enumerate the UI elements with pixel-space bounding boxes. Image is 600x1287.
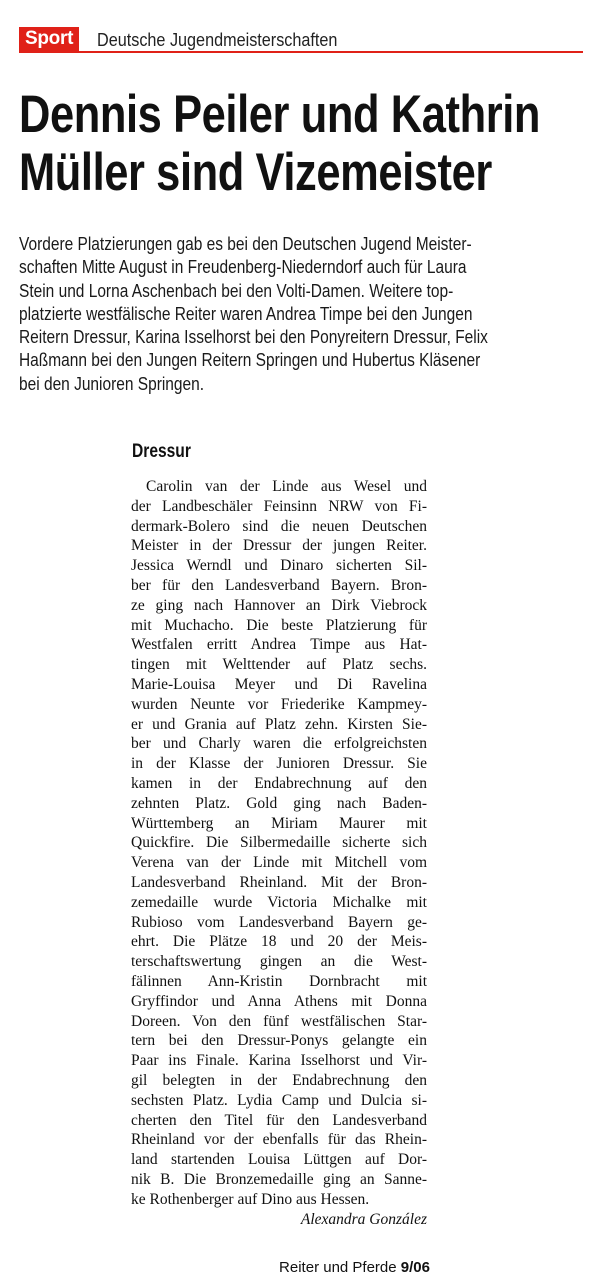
body-line: Carolin van der Linde aus Wesel und [146,478,427,495]
body-line: zemedaille wurde Victoria Michalke mit [131,893,427,911]
body-line: terschaftswertung gingen an die West- [131,953,427,971]
body-line: tern bei den Dressur-Ponys gelangte ein [131,1032,427,1050]
body-line: kamen in der Endabrechnung auf den [131,774,427,792]
body-line: in der Klasse der Junioren Dressur. Sie [131,755,427,773]
body-line: Meister in der Dressur der jungen Reiter. [131,537,427,555]
body-line: Landesverband Rheinland. Mit der Bron- [131,873,427,891]
section-tag: Sport [19,27,79,51]
body-line: Rheinland vor der ebenfalls für das Rhein- [131,1131,427,1149]
headline-line: Müller sind Vizemeister [19,143,492,202]
headline-line: Dennis Peiler und Kathrin [19,85,541,144]
section-title: Deutsche Jugendmeisterschaften [97,30,338,50]
article-subhead: Dressur [132,441,191,462]
body-line: Jessica Werndl und Dinaro sicherten Sil- [131,557,427,575]
body-line: Gryffindor und Anna Athens mit Donna [131,992,427,1010]
body-line: zehnten Platz. Gold ging nach Baden- [131,794,427,812]
body-line: der Landbeschäler Feinsinn NRW von Fi- [131,497,427,515]
publication-name: Reiter und Pferde [279,1259,397,1276]
lead-line: schaften Mitte August in Freudenberg-Niederndorf auch für Laura [19,257,467,278]
page-footer [279,1258,430,1278]
lead-line: Haßmann bei den Jungen Reitern Springen und Hubertus Kläsener [19,350,481,371]
body-line: land startenden Louisa Lüttgen auf Dor- [131,1151,427,1169]
body-line: Marie-Louisa Meyer und Di Ravelina [131,675,427,693]
body-line: Rubioso vom Landesverband Bayern ge- [131,913,427,931]
lead-line: platzierte westfälische Reiter waren Andrea Timpe bei den Jungen [19,303,473,324]
body-line: wurden Neunte vor Friederike Kampmey- [131,695,427,713]
body-line: nik B. Die Bronzemedaille ging an Sanne- [131,1170,427,1188]
headline [19,85,541,202]
body-line: ze ging nach Hannover an Dirk Viebrock [131,596,427,614]
body-line: ber für den Landesverband Bayern. Bron- [131,576,427,594]
lead-paragraph [19,233,569,396]
body-line: cherten den Titel für den Landesverband [131,1111,427,1129]
issue-number: 9/06 [400,1259,430,1276]
article-body [131,477,427,1209]
header-rule [19,51,583,53]
lead-line: Reitern Dressur, Karina Isselhorst bei den Ponyreitern Dressur, Felix [19,327,488,348]
body-line: Paar ins Finale. Karina Isselhorst und Vir- [131,1052,427,1070]
body-line: tingen mit Welttender auf Platz sechs. [131,656,427,674]
body-line: Verena van der Linde mit Mitchell vom [131,854,427,872]
section-header [19,27,583,55]
body-line: ke Rothenberger auf Dino aus Hessen. [131,1190,370,1208]
body-line: sechsten Platz. Lydia Camp und Dulcia si- [131,1091,427,1109]
body-line: Württemberg an Miriam Maurer mit [131,814,427,832]
author-byline: Alexandra González [300,1211,427,1228]
body-line: Doreen. Von den fünf westfälischen Star- [131,1012,427,1030]
body-line: Westfalen erritt Andrea Timpe aus Hat- [131,636,427,654]
lead-line: Stein und Lorna Aschenbach bei den Volti-Damen. Weitere top- [19,280,454,301]
body-line: gil belegten in der Endabrechnung den [131,1071,427,1089]
body-line: er und Grania auf Platz zehn. Kirsten Sie- [131,715,427,733]
body-line: fälinnen Ann-Kristin Dornbracht mit [131,972,427,990]
body-line: mit Muchacho. Die beste Platzierung für [131,616,427,634]
body-line: ehrt. Die Plätze 18 und 20 der Meis- [131,933,427,951]
body-line: ber und Charly waren die erfolgreichsten [131,735,427,753]
body-line: dermark-Bolero sind die neuen Deutschen [131,517,427,535]
lead-line: bei den Junioren Springen. [19,373,205,394]
lead-line: Vordere Platzierungen gab es bei den Deutschen Jugend Meister- [19,234,472,254]
body-line: Quickfire. Die Silbermedaille sicherte sich [131,834,427,852]
